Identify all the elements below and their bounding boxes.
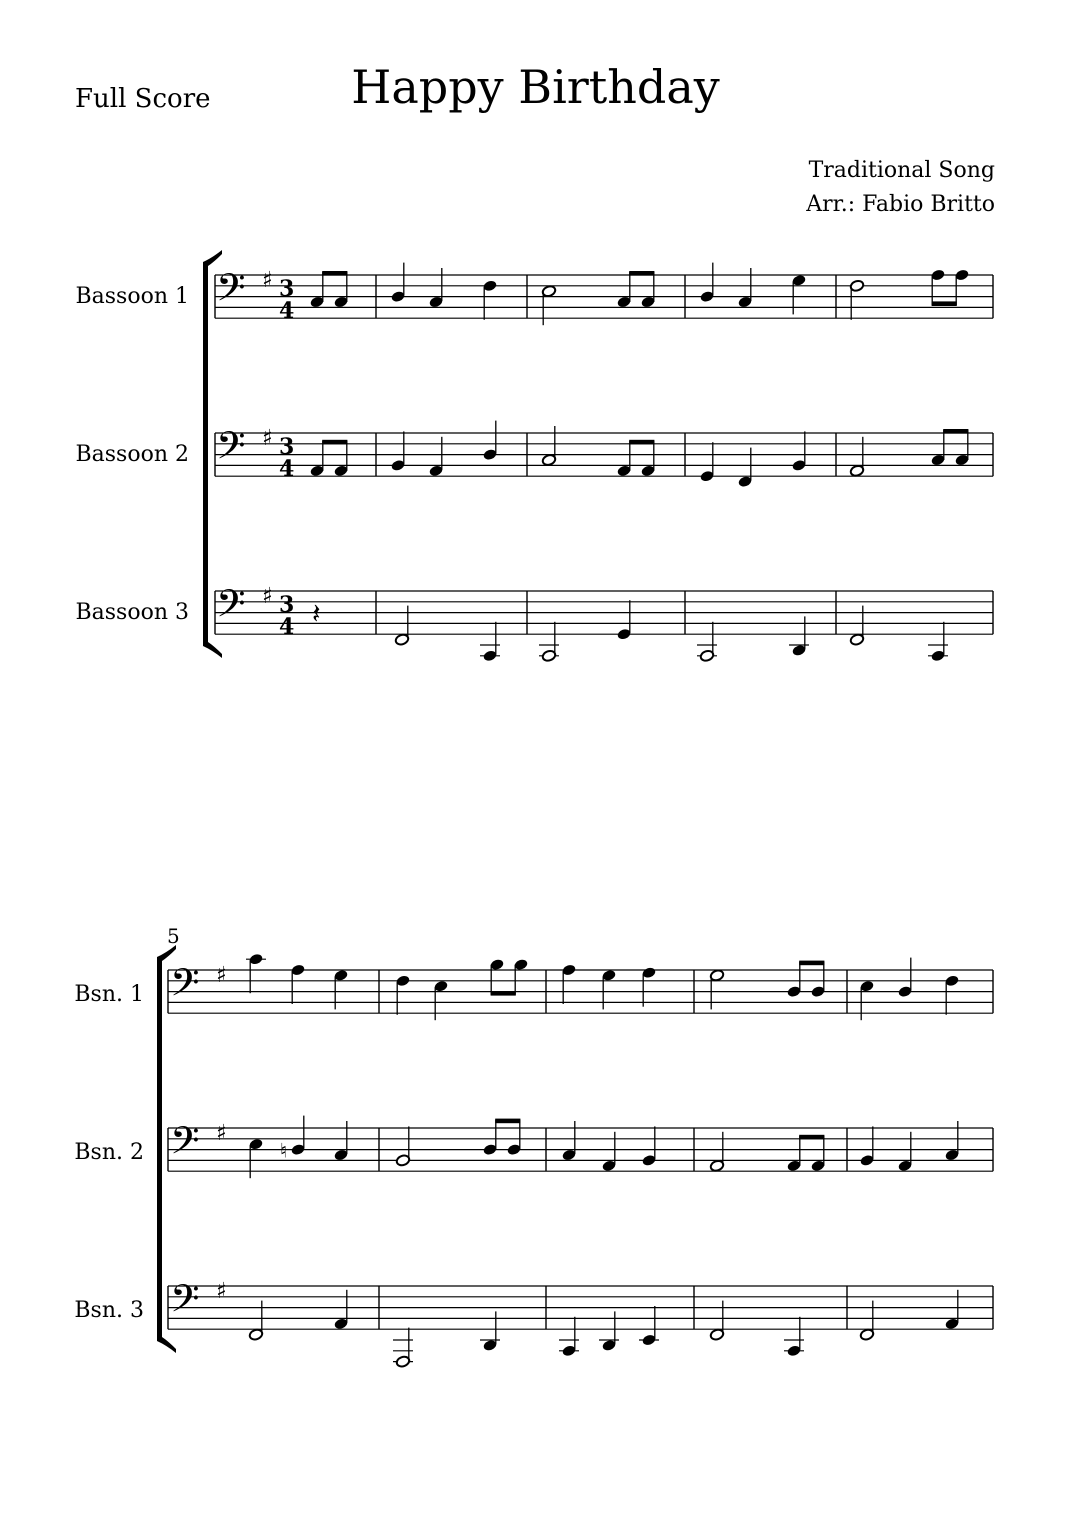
- time-sig-bottom: 4: [279, 456, 295, 482]
- time-sig-top: 3: [279, 592, 295, 618]
- time-sig-bottom: 4: [279, 298, 295, 324]
- key-sharp-icon: ♯: [262, 584, 273, 609]
- key-sharp-icon: ♯: [262, 426, 273, 451]
- note-beam: [491, 991, 516, 996]
- note-beam: [629, 440, 654, 445]
- note-beam: [495, 1119, 520, 1124]
- note-beam: [322, 271, 347, 276]
- instrument-label-bassoon-1: Bassoon 1: [75, 284, 189, 309]
- note-beam: [799, 1135, 824, 1140]
- quarter-rest-icon: 𝄽: [312, 597, 321, 630]
- note-beam: [799, 961, 824, 966]
- instrument-label-bsn-3: Bsn. 3: [74, 1298, 144, 1323]
- bass-clef-icon: 𝄢: [216, 265, 246, 319]
- score-title: Happy Birthday: [351, 60, 720, 114]
- key-sharp-icon: ♯: [262, 268, 273, 293]
- instrument-label-bassoon-3: Bassoon 3: [75, 600, 189, 625]
- instrument-label-bsn-1: Bsn. 1: [74, 982, 144, 1007]
- bass-clef-icon: 𝄢: [216, 423, 246, 477]
- bass-clef-icon: 𝄢: [170, 960, 200, 1014]
- bracket-bottom-hook: [203, 642, 222, 658]
- system-bracket: [203, 262, 208, 646]
- note-beam: [629, 271, 654, 276]
- key-sharp-icon: ♯: [216, 1121, 227, 1146]
- bracket-top-hook: [157, 945, 176, 961]
- bass-clef-icon: 𝄢: [216, 581, 246, 635]
- bass-clef-icon: 𝄢: [170, 1276, 200, 1330]
- note-beam: [322, 440, 347, 445]
- time-sig-top: 3: [279, 276, 295, 302]
- note-beam: [943, 429, 968, 434]
- system-bracket: [157, 957, 162, 1341]
- composer-credit: Traditional Song: [808, 158, 995, 183]
- key-sharp-icon: ♯: [216, 963, 227, 988]
- instrument-label-bsn-2: Bsn. 2: [74, 1140, 144, 1165]
- time-sig-top: 3: [279, 434, 295, 460]
- note-beam: [932, 301, 957, 306]
- key-sharp-icon: ♯: [216, 1279, 227, 1304]
- score-subtitle: Full Score: [75, 84, 211, 114]
- natural-icon: ♮: [280, 1138, 288, 1163]
- arranger-credit: Arr.: Fabio Britto: [806, 192, 995, 217]
- instrument-label-bassoon-2: Bassoon 2: [75, 442, 189, 467]
- bass-clef-icon: 𝄢: [170, 1118, 200, 1172]
- bracket-bottom-hook: [157, 1337, 176, 1353]
- measure-number: 5: [167, 924, 180, 948]
- time-sig-bottom: 4: [279, 614, 295, 640]
- bracket-top-hook: [203, 250, 222, 266]
